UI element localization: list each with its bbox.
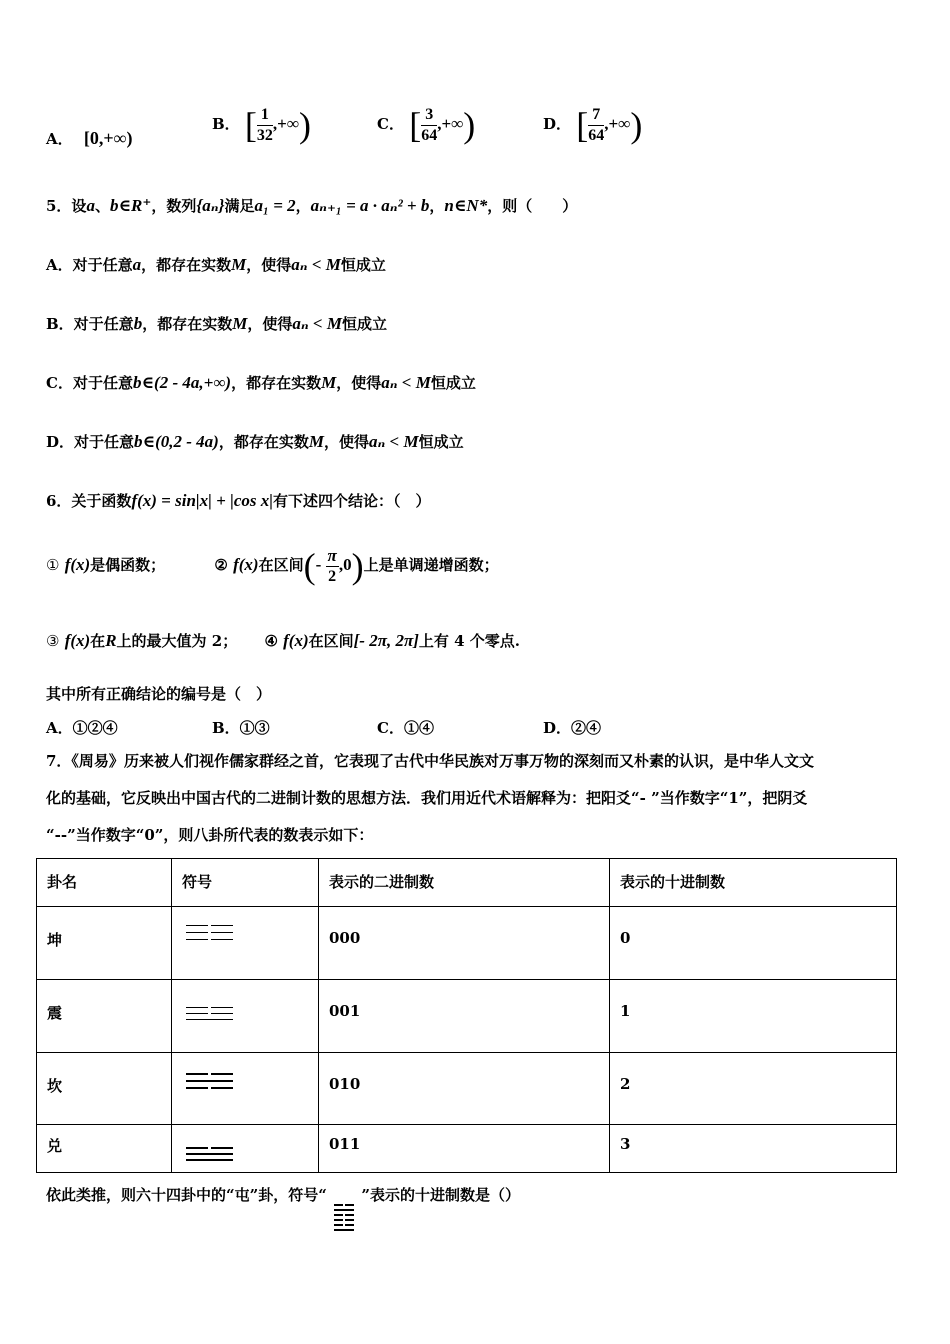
table-row [37, 907, 897, 980]
bagua-table [36, 858, 897, 1173]
q4-option-a: A． [0,+∞) [46, 128, 133, 148]
header-decimal: 表示的十进制数 [610, 859, 897, 907]
kan-symbol-icon [172, 1053, 319, 1125]
table-header-row [37, 859, 897, 907]
q7-paragraph [46, 743, 814, 854]
gua-decimal: 3 [610, 1125, 897, 1173]
gua-decimal: 0 [610, 907, 897, 980]
kun-symbol-icon [172, 907, 319, 980]
gua-binary: 011 [319, 1125, 610, 1173]
q4-option-d: D． [ $\frac{7}{64}$ ,+∞) [543, 105, 643, 145]
q4-option-b: B． [ $\frac{1}{32}$ ,+∞) [212, 105, 311, 145]
header-symbol: 符号 [172, 859, 319, 907]
header-binary: 表示的二进制数 [319, 859, 610, 907]
q6-question: 其中所有正确结论的编号是（ ） [46, 685, 272, 703]
zhen-symbol-icon [172, 980, 319, 1053]
q5-option-c: C．对于任意b∈(2 - 4a,+∞)，都存在实数M，使得aₙ < M恒成立 [46, 373, 476, 392]
gua-name: 坎 [37, 1053, 172, 1125]
gua-binary: 001 [319, 980, 610, 1053]
q5-stem: 5．设a、b∈R⁺，数列{aₙ}满足a₁ = 2，aₙ₊₁ = a · aₙ² + b，n∈N*，则（ ） [46, 196, 578, 215]
q6-stem: 6．关于函数f(x) = sin|x| + |cos x|有下述四个结论：（ ） [46, 491, 431, 510]
gua-decimal: 1 [610, 980, 897, 1053]
table-row [37, 980, 897, 1053]
q7-final-question: 依此类推，则六十四卦中的“屯”卦，符号“ ”表示的十进制数是（） [46, 1184, 520, 1231]
q7-line-2: 化的基础，它反映出中国古代的二进制计数的思想方法．我们用近代术语解释为：把阳爻“- ”当作数字“1”，把阴爻 [46, 789, 808, 807]
q4-option-c: C． [ $\frac{3}{64}$ ,+∞) [377, 105, 476, 145]
gua-name: 震 [37, 980, 172, 1053]
q6-option-c: C．①④ [377, 719, 434, 737]
gua-name: 兑 [37, 1125, 172, 1173]
zhun-symbol-icon [334, 1204, 354, 1231]
table-row [37, 1125, 897, 1173]
q7-line-1: 7．《周易》历来被人们视作儒家群经之首，它表现了古代中华民族对万事万物的深刻而又朴素的认识，是中华人文文 [46, 752, 814, 770]
header-name: 卦名 [37, 859, 172, 907]
q6-option-b: B．①③ [212, 719, 270, 737]
q6-statements-3-4: ③ f(x)在R上的最大值为 2； ④ f(x)在区间[- 2π, 2π]上有 4 个零点. [46, 631, 521, 650]
dui-symbol-icon [172, 1125, 319, 1173]
q6-option-a: A．①②④ [46, 719, 118, 737]
gua-decimal: 2 [610, 1053, 897, 1125]
gua-binary: 000 [319, 907, 610, 980]
table-row [37, 1053, 897, 1125]
q5-option-d: D．对于任意b∈(0,2 - 4a)，都存在实数M，使得aₙ < M恒成立 [46, 432, 464, 451]
q5-option-a: A．对于任意a，都存在实数M，使得aₙ < M恒成立 [46, 255, 386, 274]
q5-option-b: B．对于任意b，都存在实数M，使得aₙ < M恒成立 [46, 314, 387, 333]
gua-name: 坤 [37, 907, 172, 980]
q6-statements-1-2: ① f(x)是偶函数； ② f(x)在区间(- $\frac{\pi}{2}$ ,0)上是单调递增函数； [46, 545, 499, 586]
gua-binary: 010 [319, 1053, 610, 1125]
q7-line-3: “--”当作数字“0”，则八卦所代表的数表示如下： [46, 826, 374, 844]
q6-option-d: D．②④ [543, 719, 602, 737]
